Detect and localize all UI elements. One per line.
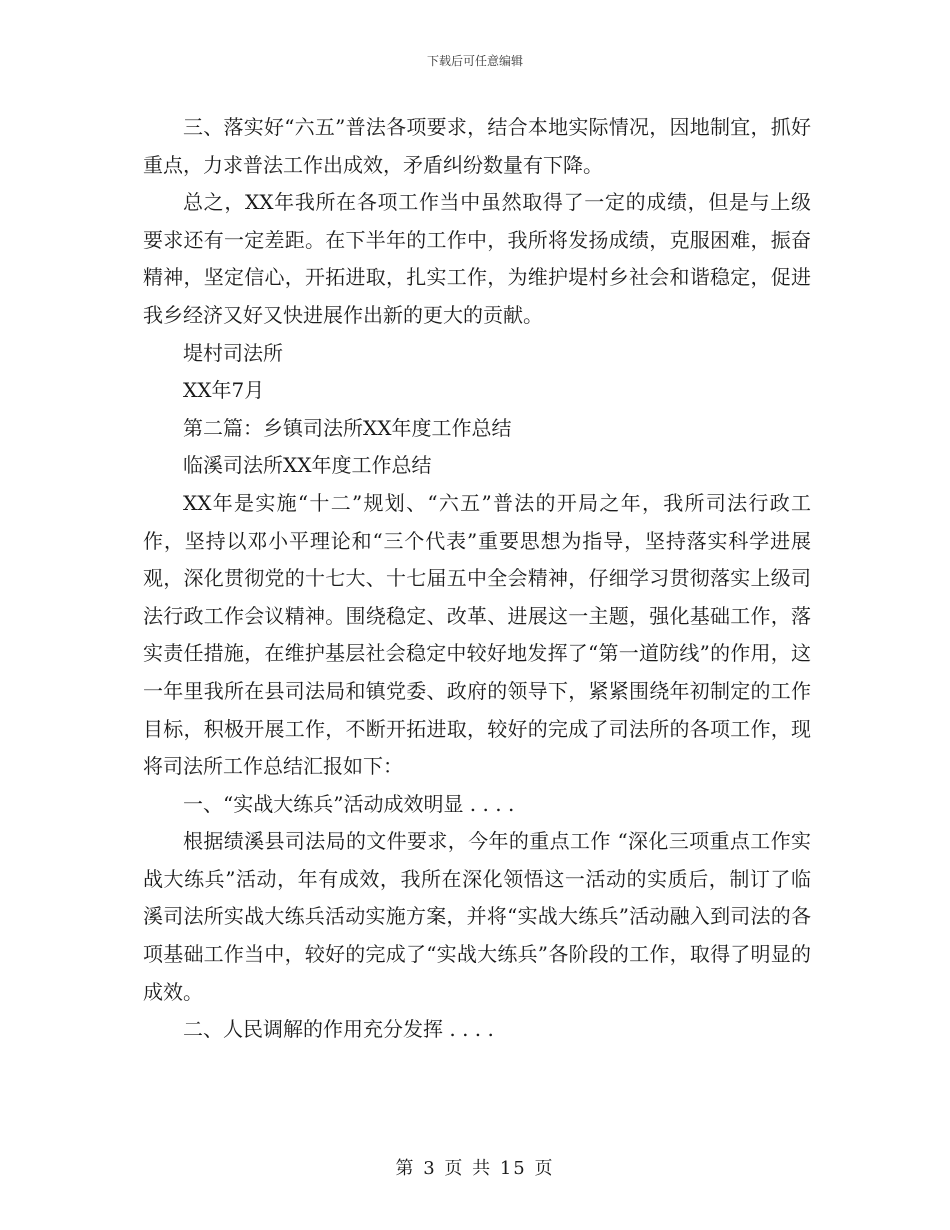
page-header-note: 下载后可任意编辑: [426, 54, 523, 68]
signature-office: 堤村司法所: [183, 340, 283, 365]
paragraph-section-three: 三、落实好“六五”普法各项要求，结合本地实际情况，因地制宜，抓好重点，力求普法工作出成效，矛盾纠纷数量有下降。: [143, 115, 811, 177]
section-heading-one: 一、“实战大练兵”活动成效明显 . . . .: [183, 791, 515, 816]
page-number-footer: 第 3 页 共 15 页: [395, 1158, 555, 1179]
document-body: [143, 109, 811, 1049]
signature-date: XX年7月: [183, 378, 265, 403]
report-title: 临溪司法所XX年度工作总结: [183, 453, 432, 478]
paragraph-section-one-body: 根据绩溪县司法局的文件要求，今年的重点工作 “深化三项重点工作实战大练兵”活动，年有成效，我所在深化领悟这一活动的实质后，制订了临溪司法所实战大练兵活动实施方案，并将“实战大练兵”活动融入到司法的各项基础工作当中，较好的完成了“实战大练兵”各阶段的工作，取得了明显的成效。: [143, 829, 811, 1004]
section-heading-two: 二、人民调解的作用充分发挥 . . . .: [183, 1017, 494, 1042]
paragraph-introduction: XX年是实施“十二”规划、“六五”普法的开局之年，我所司法行政工作，坚持以邓小平理论和“三个代表”重要思想为指导，坚持落实科学进展观，深化贯彻党的十七大、十七届五中全会精神，仔细学习贯彻落实上级司法行政工作会议精神。围绕稳定、改革、进展这一主题，强化基础工作，落实责任措施，在维护基层社会稳定中较好地发挥了“第一道防线”的作用，这一年里我所在县司法局和镇党委、政府的领导下，紧紧围绕年初制定的工作目标，积极开展工作，不断开拓进取，较好的完成了司法所的各项工作，现将司法所工作总结汇报如下：: [143, 490, 811, 779]
chapter-title: 第二篇：乡镇司法所XX年度工作总结: [183, 415, 512, 440]
paragraph-summary: 总之，XX年我所在各项工作当中虽然取得了一定的成绩，但是与上级要求还有一定差距。在下半年的工作中，我所将发扬成绩，克服困难，振奋精神，坚定信心，开拓进取，扎实工作，为维护堤村乡社会和谐稳定，促进我乡经济又好又快进展作出新的更大的贡献。: [143, 190, 811, 327]
